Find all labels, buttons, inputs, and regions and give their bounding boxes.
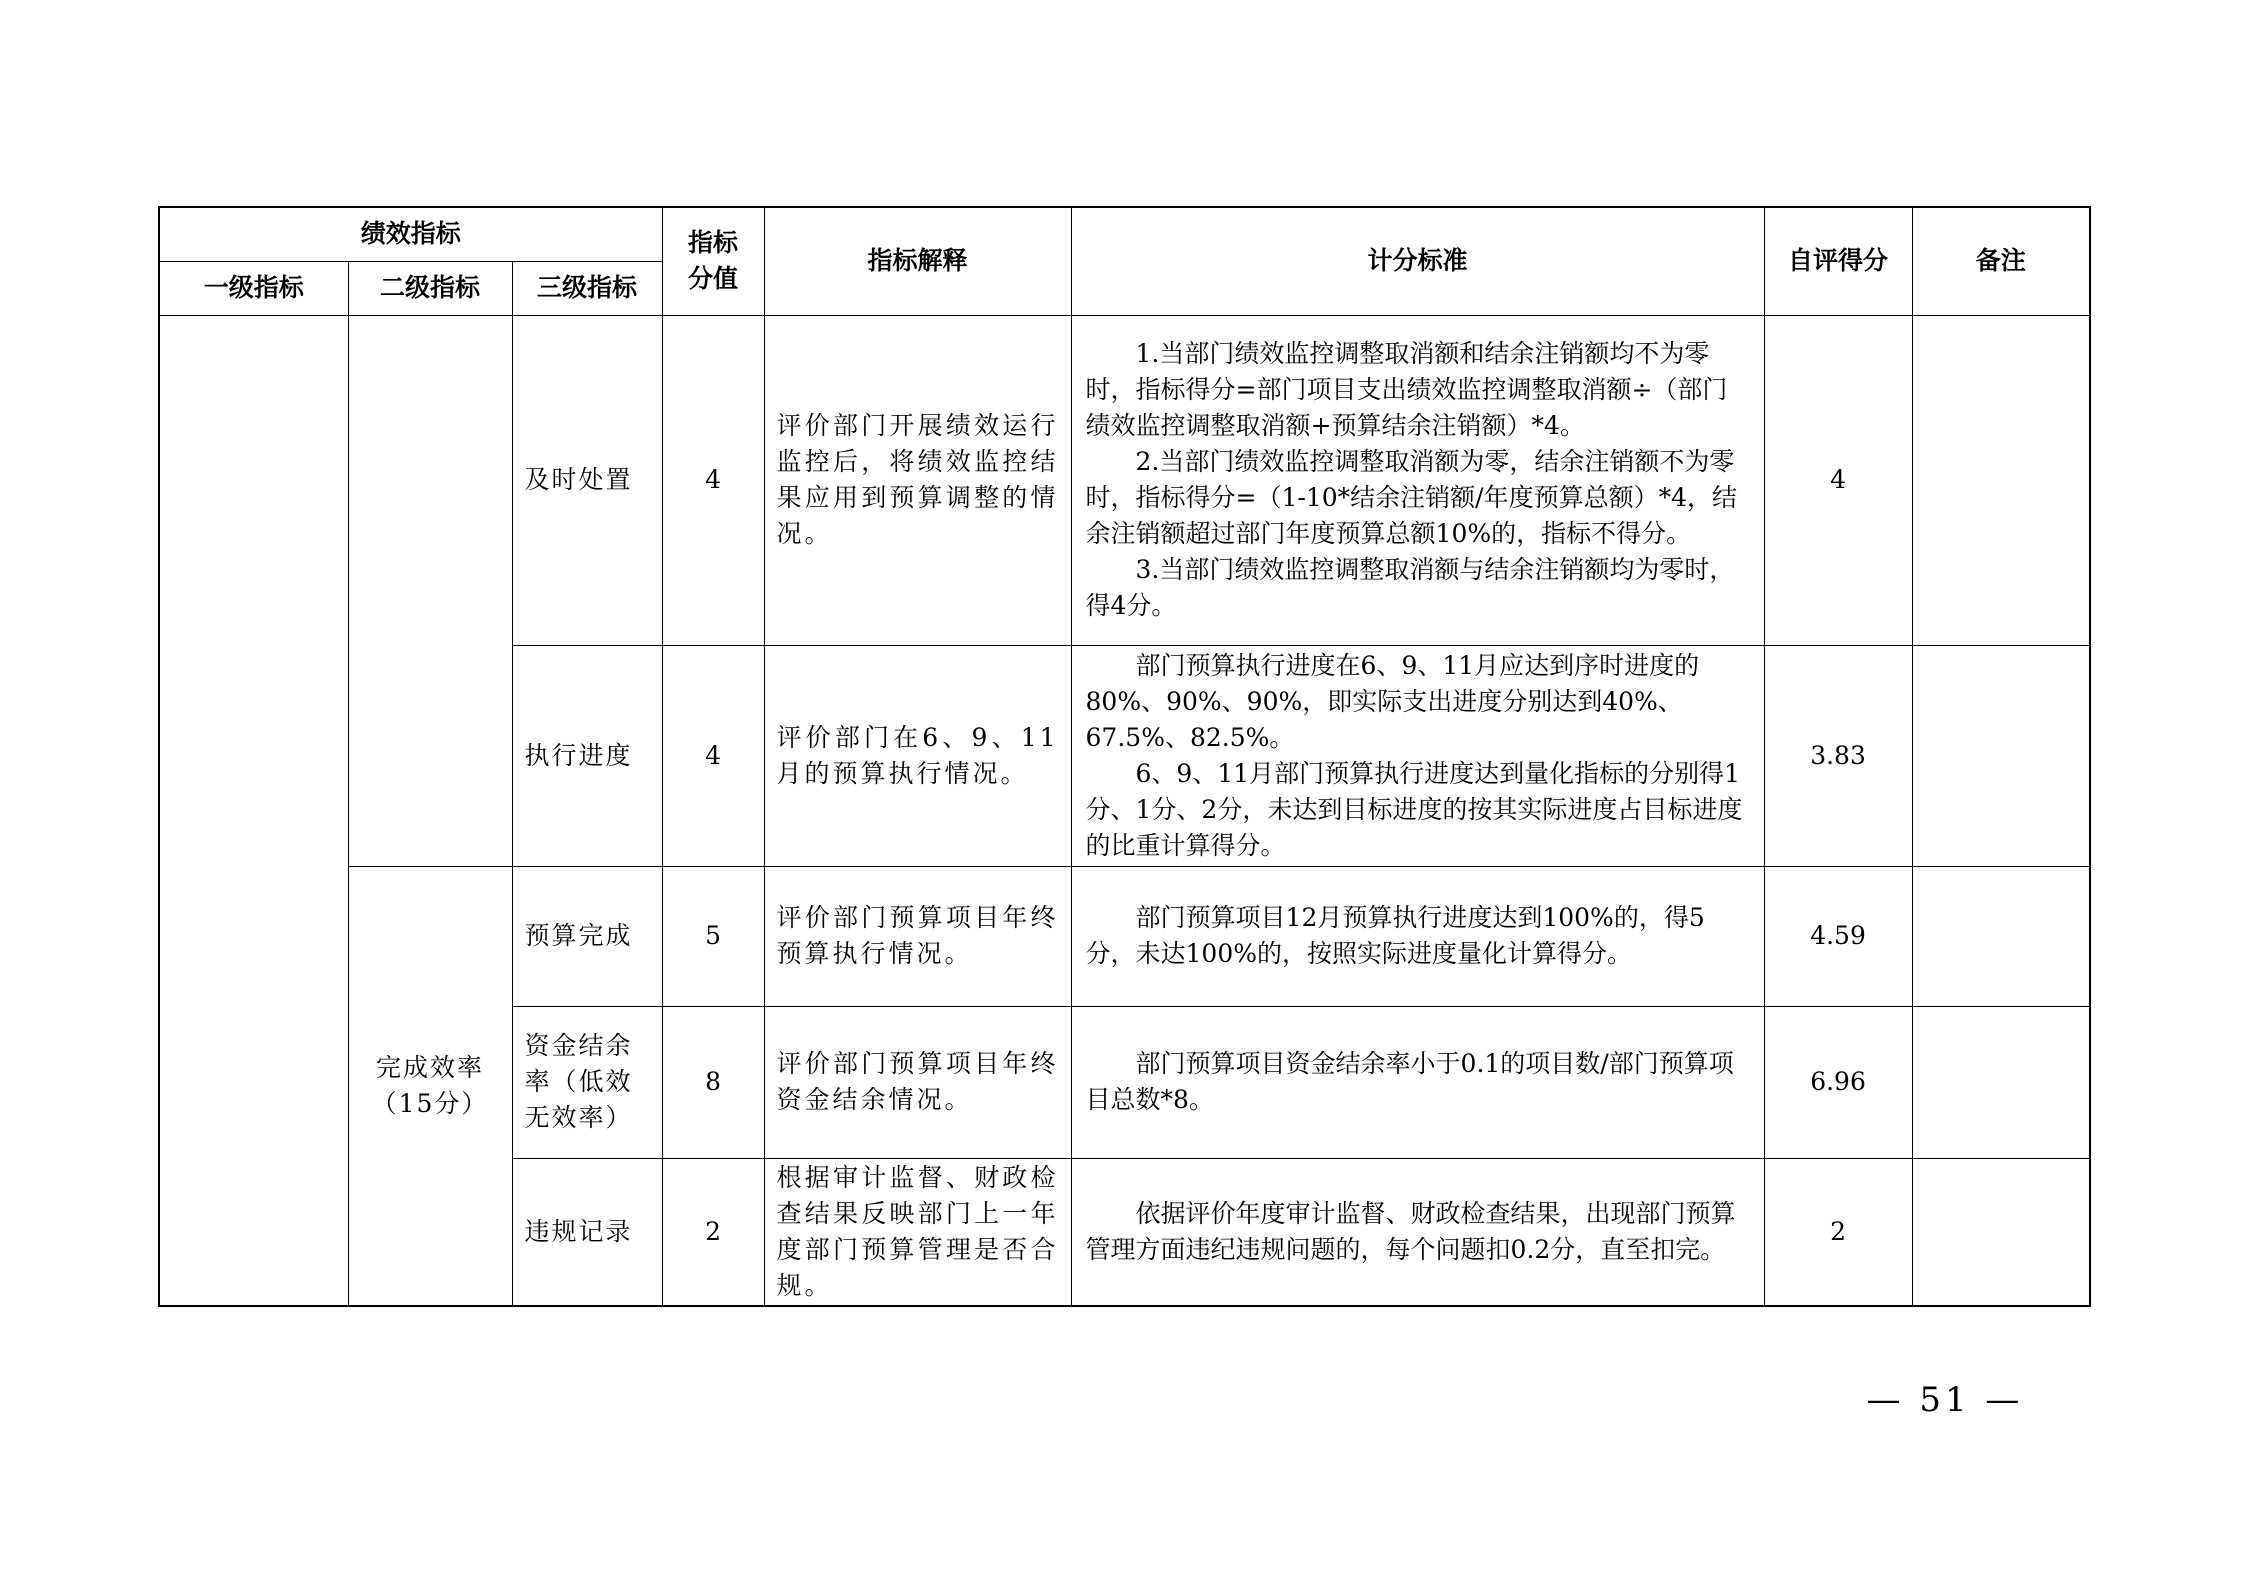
header-indicator-score: 指标 分值 (662, 207, 764, 315)
level2-cell-completion-efficiency: 完成效率（15分） (348, 866, 512, 1306)
self-score-cell: 3.83 (1764, 645, 1912, 866)
self-score-cell: 2 (1764, 1158, 1912, 1306)
explanation-cell: 评价部门在6、9、11月的预算执行情况。 (764, 645, 1071, 866)
header-row-1 (159, 207, 2090, 261)
explanation-cell: 评价部门预算项目年终预算执行情况。 (764, 866, 1071, 1006)
criteria-cell: 依据评价年度审计监督、财政检查结果，出现部门预算管理方面违纪违规问题的，每个问题扣0.2分，直至扣完。 (1071, 1158, 1764, 1306)
criteria-cell: 部门预算项目资金结余率小于0.1的项目数/部门预算项目总数*8。 (1071, 1006, 1764, 1158)
remark-cell (1912, 866, 2090, 1006)
table-row (159, 866, 2090, 1006)
criteria-cell: 1.当部门绩效监控调整取消额和结余注销额均不为零时，指标得分=部门项目支出绩效监控调整取消额÷（部门绩效监控调整取消额+预算结余注销额）*4。 2.当部门绩效监控调整取消额为零，结余注销额不为零时，指标得分=（1-10*结余注销额/年度预算总额）*4，结余注销额超过部门年度预算总额10%的，指标不得分。 3.当部门绩效监控调整取消额与结余注销额均为零时，得4分。 (1071, 315, 1764, 645)
explanation-cell: 评价部门开展绩效运行监控后，将绩效监控结果应用到预算调整的情况。 (764, 315, 1071, 645)
header-explanation: 指标解释 (764, 207, 1071, 315)
criteria-cell: 部门预算执行进度在6、9、11月应达到序时进度的80%、90%、90%，即实际支出进度分别达到40%、67.5%、82.5%。 6、9、11月部门预算执行进度达到量化指标的分别得1分、1分、2分，未达到目标进度的按其实际进度占目标进度的比重计算得分。 (1071, 645, 1764, 866)
header-level2: 二级指标 (348, 261, 512, 315)
header-level1: 一级指标 (159, 261, 348, 315)
remark-cell (1912, 645, 2090, 866)
header-level3: 三级指标 (512, 261, 662, 315)
self-score-cell: 4 (1764, 315, 1912, 645)
remark-cell (1912, 315, 2090, 645)
remark-cell (1912, 1158, 2090, 1306)
indicator-score-cell: 4 (662, 315, 764, 645)
indicator-score-cell: 2 (662, 1158, 764, 1306)
level3-cell: 违规记录 (512, 1158, 662, 1306)
header-performance-indicators: 绩效指标 (159, 207, 662, 261)
level1-cell (159, 315, 348, 1306)
explanation-cell: 根据审计监督、财政检查结果反映部门上一年度部门预算管理是否合规。 (764, 1158, 1071, 1306)
page-number: — 51 — (1866, 1380, 2024, 1420)
indicator-score-cell: 8 (662, 1006, 764, 1158)
explanation-cell: 评价部门预算项目年终资金结余情况。 (764, 1006, 1071, 1158)
level3-cell: 资金结余率（低效无效率） (512, 1006, 662, 1158)
indicator-score-cell: 5 (662, 866, 764, 1006)
performance-indicator-table (158, 206, 2091, 1307)
self-score-cell: 4.59 (1764, 866, 1912, 1006)
remark-cell (1912, 1006, 2090, 1158)
header-remark: 备注 (1912, 207, 2090, 315)
level3-cell: 预算完成 (512, 866, 662, 1006)
header-criteria: 计分标准 (1071, 207, 1764, 315)
level3-cell: 执行进度 (512, 645, 662, 866)
header-self-score: 自评得分 (1764, 207, 1912, 315)
indicator-score-cell: 4 (662, 645, 764, 866)
level3-cell: 及时处置 (512, 315, 662, 645)
level2-cell-empty (348, 315, 512, 866)
criteria-cell: 部门预算项目12月预算执行进度达到100%的，得5分，未达100%的，按照实际进度量化计算得分。 (1071, 866, 1764, 1006)
table-row (159, 315, 2090, 645)
self-score-cell: 6.96 (1764, 1006, 1912, 1158)
